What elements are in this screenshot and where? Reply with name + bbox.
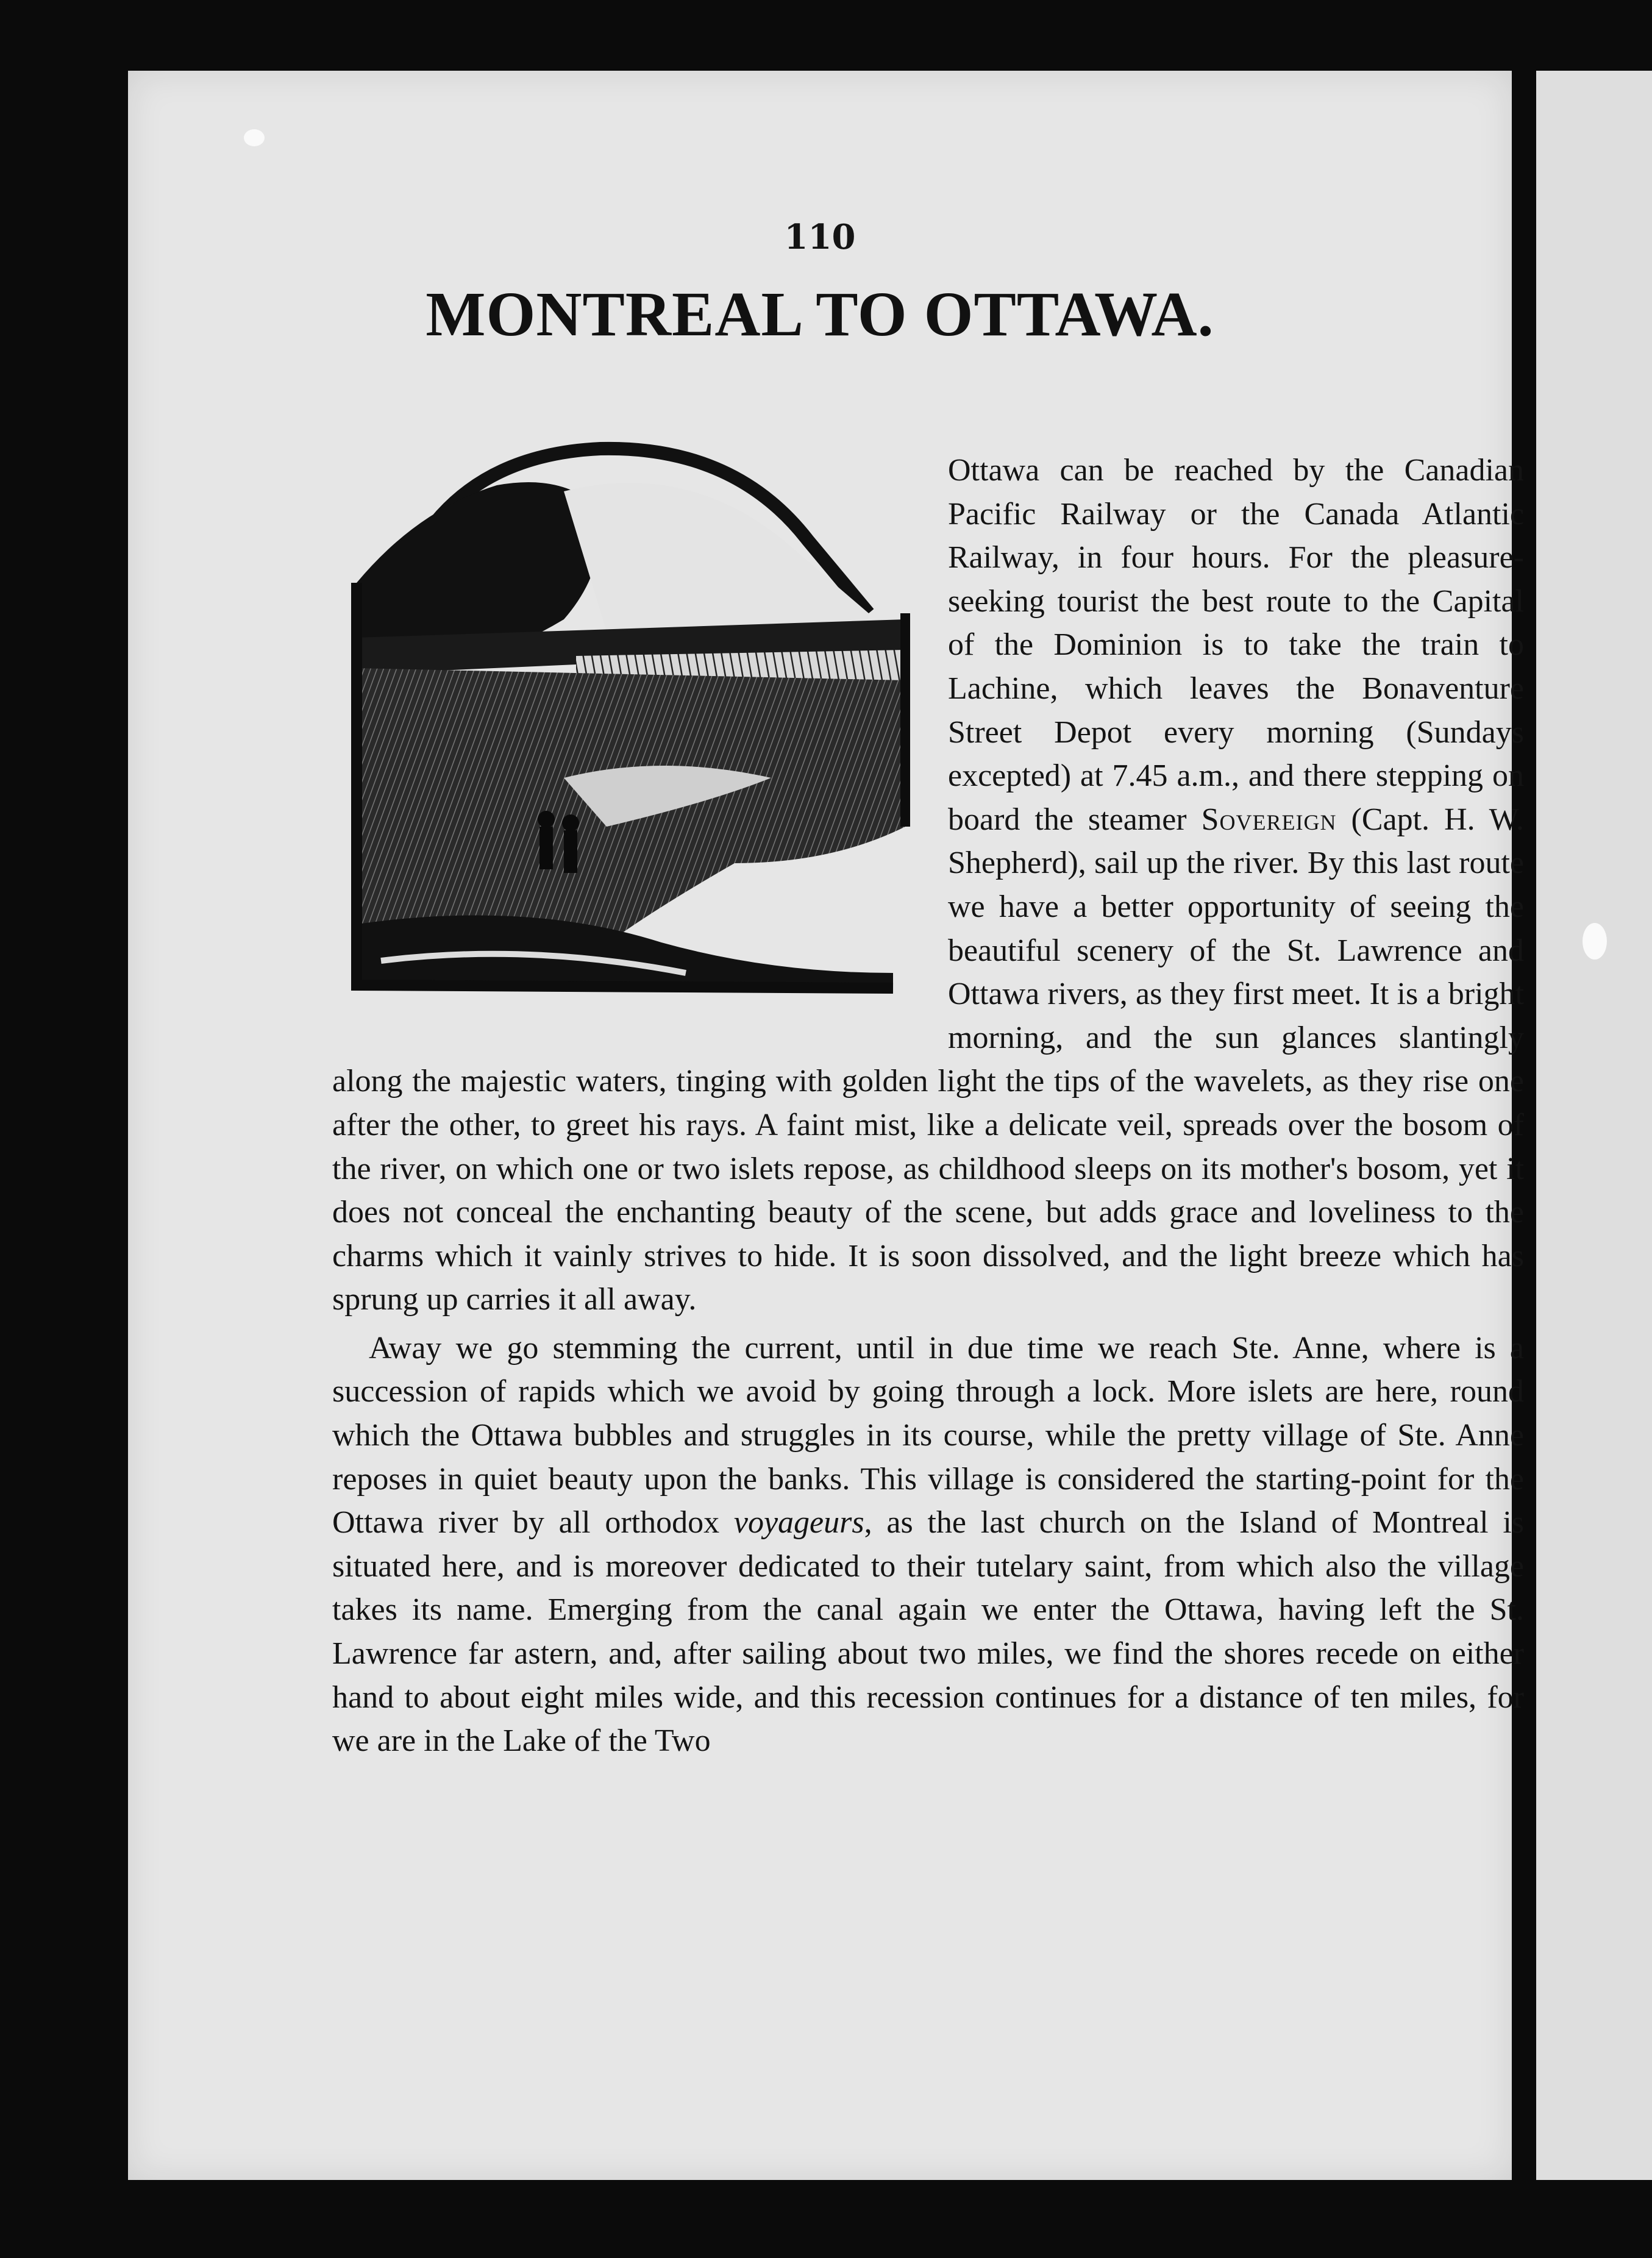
paper-speck [1583, 923, 1607, 960]
paragraph-2-text-a: Away we go stemming the current, until in due time we reach Ste. Anne, where is a succession of rapids which we avoid by going through a lock. More islets are here, round which the Ottawa bubbles and struggles in its course, while the pretty village of Ste. Anne reposes in quiet beauty upon the banks. This village is considered the starting-point for the Ottawa river by all orthodox [332, 1330, 1524, 1540]
italic-word-voyageurs: voyageurs [733, 1505, 864, 1540]
page-number: 110 [784, 217, 856, 257]
book-page [128, 71, 1525, 2180]
paragraph-1-text-a: Ottawa can be reached by the Canadian Pacific Railway or the Canada Atlantic Railway, in four hours. For the pleasure-seeking tourist the best route to the Capital of the Dominion is to take the train to Lachine, which leaves the Bonaventure Street Depot every morning (Sundays excepted) at 7.45 a.m., and there stepping on board the steamer [948, 453, 1524, 837]
adjacent-page-edge [1536, 71, 1652, 2180]
chapter-title: MONTREAL TO OTTAWA. [425, 279, 1214, 349]
body-text [332, 449, 1524, 1763]
paragraph-1-text-b: (Capt. H. W. Shepherd), sail up the river. By this last route we have a better opportunity of seeing the beautiful scenery of the St. Lawrence and Ottawa rivers, as they first meet. It is a bright morning, and the sun glances slantingly along the majestic waters, tinging with golden light the tips of the wavelets, as they rise one after the other, to greet his rays. A faint mist, like a delicate veil, spreads over the bosom of the river, on which one or two islets repose, as childhood sleeps on its mother's bosom, yet it does not conceal the enchanting beauty of the scene, but adds grace and loveliness to the charms which it vainly strives to hide. It is soon dissolved, and the light breeze which has sprung up carries it all away. [332, 802, 1524, 1317]
paragraph-2-text-b: , as the last church on the Island of Montreal is situated here, and is moreover dedicated to their tutelary saint, from which also the village takes its name. Emerging from the canal again we enter the Ottawa, having left the St. Lawrence far astern, and, after sailing about two miles, we find the shores recede on either hand to about eight miles wide, and this recession continues for a distance of ten miles, for we are in the Lake of the Two [332, 1505, 1525, 1759]
paragraph-2 [332, 1327, 1524, 1763]
paper-speck [244, 129, 265, 146]
steamer-name: Sovereign [1201, 802, 1337, 837]
illustration-spacer [332, 449, 948, 1020]
